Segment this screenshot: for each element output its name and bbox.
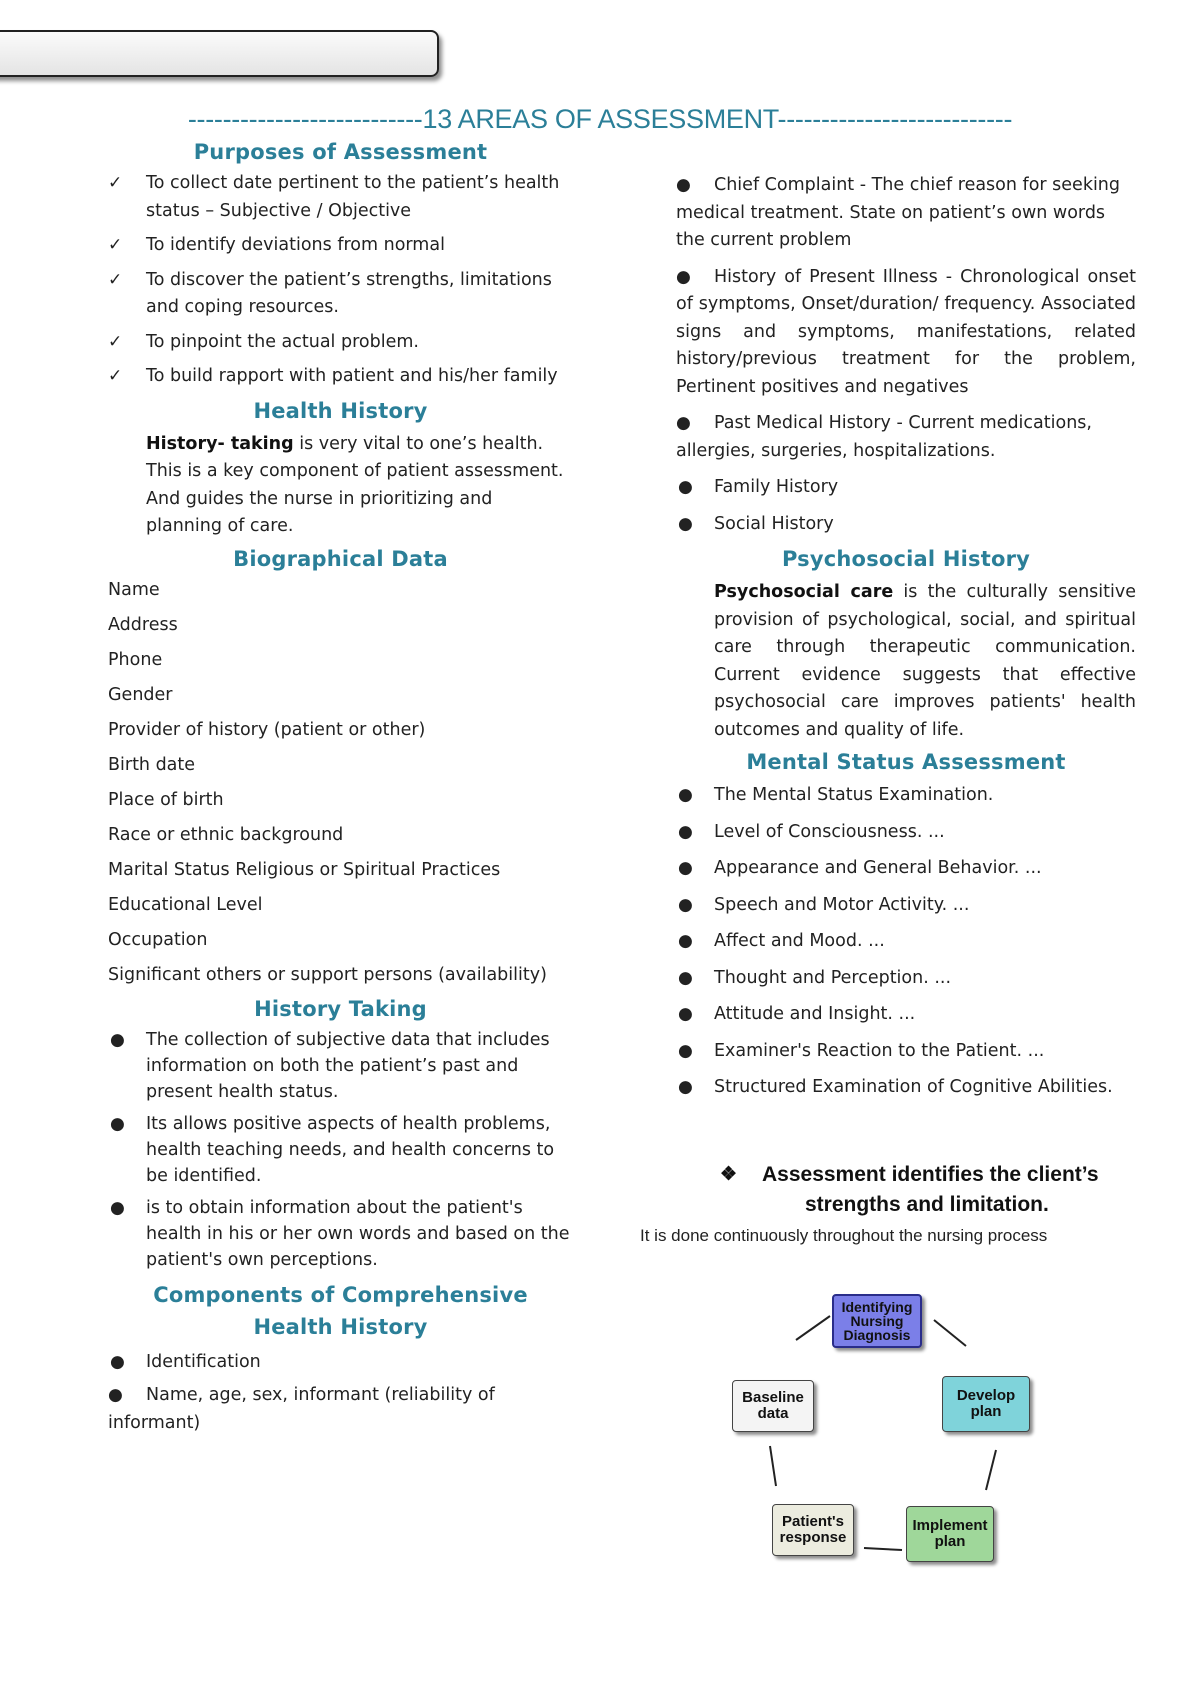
four-diamond-icon: ❖ bbox=[720, 1164, 738, 1185]
components-heading: Components of Comprehensive Health History bbox=[153, 1282, 528, 1339]
biographical-item: Name bbox=[108, 579, 160, 600]
history-taking-heading: History Taking bbox=[254, 996, 427, 1021]
biographical-item: Gender bbox=[108, 684, 173, 705]
biographical-item: Provider of history (patient or other) bbox=[108, 719, 426, 740]
history-taking-item: ● The collection of subjective data that includes information on both the patient’s past and present health status. bbox=[108, 1027, 573, 1105]
cycle-node-develop-plan: Develop plan bbox=[942, 1376, 1030, 1432]
history-component-item: ● History of Present Illness - Chronological onset of symptoms, Onset/duration/ frequency. Associated signs and symptoms, manifestations, related history/previous treatment for the problem, Pertinent positives and negatives bbox=[676, 264, 1136, 402]
cycle-node-baseline-data: Baseline data bbox=[732, 1380, 814, 1432]
biographical-item: Educational Level bbox=[108, 894, 263, 915]
assessment-subtext: It is done continuously throughout the nursing process bbox=[640, 1226, 1048, 1245]
mental-status-item: ● Attitude and Insight. ... bbox=[676, 1001, 1136, 1029]
bullet-icon: ● bbox=[678, 785, 693, 805]
components-item: ● Name, age, sex, informant (reliability of informant) bbox=[108, 1382, 573, 1437]
purposes-heading: Purposes of Assessment bbox=[193, 140, 488, 164]
biographical-item: Occupation bbox=[108, 929, 208, 950]
biographical-item: Race or ethnic background bbox=[108, 824, 344, 845]
header-tab-box bbox=[0, 30, 439, 77]
check-icon: ✓ bbox=[108, 366, 123, 386]
components-list bbox=[108, 1349, 573, 1438]
history-component-item: ● Past Medical History - Current medications, allergies, surgeries, hospitalizations. bbox=[676, 410, 1136, 465]
biographical-list bbox=[108, 577, 573, 990]
components-item: ● Identification bbox=[108, 1349, 573, 1377]
check-icon: ✓ bbox=[108, 235, 123, 255]
check-icon: ✓ bbox=[108, 269, 123, 290]
health-history-heading: Health History bbox=[253, 398, 428, 423]
bullet-icon: ● bbox=[678, 967, 693, 988]
mental-status-item: ● The Mental Status Examination. bbox=[676, 782, 1136, 810]
purpose-item: ✓ To build rapport with patient and his/her family bbox=[108, 363, 573, 391]
psychosocial-heading: Psychosocial History bbox=[781, 547, 1031, 571]
purposes-list bbox=[108, 170, 573, 391]
connector-line bbox=[770, 1446, 776, 1486]
biographical-item: Significant others or support persons (availability) bbox=[108, 964, 547, 985]
bullet-icon: ● bbox=[678, 1004, 693, 1024]
bullet-icon: ● bbox=[110, 1113, 125, 1134]
right-column bbox=[676, 172, 1136, 1111]
biographical-heading: Biographical Data bbox=[233, 546, 448, 571]
mental-status-list bbox=[676, 782, 1136, 1102]
connector-line bbox=[934, 1320, 966, 1346]
bullet-icon: ● bbox=[676, 266, 691, 287]
bullet-icon: ● bbox=[110, 1351, 125, 1372]
bullet-icon: ● bbox=[678, 894, 693, 915]
purpose-item: ✓ To discover the patient’s strengths, limitations and coping resources. bbox=[108, 267, 573, 322]
bullet-icon: ● bbox=[678, 477, 693, 497]
mental-status-heading: Mental Status Assessment bbox=[746, 750, 1066, 774]
biographical-item: Birth date bbox=[108, 754, 196, 775]
bullet-icon: ● bbox=[676, 413, 691, 433]
bullet-icon: ● bbox=[678, 513, 693, 534]
mental-status-item: ● Affect and Mood. ... bbox=[676, 928, 1136, 956]
biographical-item: Marital Status Religious or Spiritual Practices bbox=[108, 859, 501, 880]
mental-status-item: ● Appearance and General Behavior. ... bbox=[676, 855, 1136, 883]
bullet-icon: ● bbox=[676, 175, 691, 195]
history-component-item: ● Family History bbox=[676, 474, 1136, 502]
bullet-icon: ● bbox=[110, 1029, 125, 1050]
purpose-item: ✓ To identify deviations from normal bbox=[108, 232, 573, 260]
biographical-item: Phone bbox=[108, 649, 163, 670]
page-title: ---------------------------13 AREAS OF ASSESSMENT--------------------------- bbox=[187, 104, 1013, 134]
health-history-paragraph: History- taking is very vital to one’s health. This is a key component of patient assessment. And guides the nurse in prioritizing and planning of care. bbox=[146, 433, 564, 536]
purpose-item: ✓ To pinpoint the actual problem. bbox=[108, 329, 573, 357]
mental-status-item: ● Thought and Perception. ... bbox=[676, 965, 1136, 993]
bullet-icon: ● bbox=[678, 1040, 693, 1061]
history-taking-item: ● Its allows positive aspects of health problems, health teaching needs, and health concerns to be identified. bbox=[108, 1111, 573, 1189]
history-component-item: ● Chief Complaint - The chief reason for seeking medical treatment. State on patient’s own words the current problem bbox=[676, 172, 1136, 255]
cycle-node-identifying-diagnosis: Identifying Nursing Diagnosis bbox=[832, 1294, 922, 1348]
nursing-process-cycle bbox=[720, 1286, 1060, 1576]
mental-status-item: ● Level of Consciousness. ... bbox=[676, 819, 1136, 847]
assessment-note: ❖ Assessment identifies the client’s strengths and limitation. bbox=[700, 1160, 1200, 1220]
connector-line bbox=[796, 1316, 830, 1340]
bullet-icon: ● bbox=[678, 821, 693, 842]
psychosocial-paragraph: Psychosocial care is the culturally sensitive provision of psychological, social, and spiritual care through therapeutic communication. Current evidence suggests that effective psychosocial care improves patients' health outcomes and quality of life. bbox=[714, 582, 1136, 740]
history-component-item: ● Social History bbox=[676, 511, 1136, 539]
connector-line bbox=[864, 1548, 902, 1550]
history-taking-item: ● is to obtain information about the patient's health in his or her own words and based on the patient's own perceptions. bbox=[108, 1195, 573, 1273]
mental-status-item: ● Examiner's Reaction to the Patient. ... bbox=[676, 1038, 1136, 1066]
left-column bbox=[108, 140, 573, 1443]
biographical-item: Place of birth bbox=[108, 789, 224, 810]
check-icon: ✓ bbox=[108, 173, 123, 193]
cycle-node-implement-plan: Implement plan bbox=[906, 1506, 994, 1562]
bullet-icon: ● bbox=[678, 1077, 693, 1097]
bullet-icon: ● bbox=[678, 931, 693, 951]
connector-line bbox=[986, 1450, 996, 1490]
mental-status-item: ● Speech and Motor Activity. ... bbox=[676, 892, 1136, 920]
check-icon: ✓ bbox=[108, 331, 123, 352]
bullet-icon: ● bbox=[108, 1385, 123, 1405]
bullet-icon: ● bbox=[678, 858, 693, 878]
biographical-item: Address bbox=[108, 614, 178, 635]
cycle-node-patient-response: Patient's response bbox=[772, 1504, 854, 1556]
history-taking-list bbox=[108, 1027, 573, 1273]
mental-status-item: ● Structured Examination of Cognitive Abilities. bbox=[676, 1074, 1136, 1102]
purpose-item: ✓ To collect date pertinent to the patient’s health status – Subjective / Objective bbox=[108, 170, 573, 225]
bullet-icon: ● bbox=[110, 1197, 125, 1218]
